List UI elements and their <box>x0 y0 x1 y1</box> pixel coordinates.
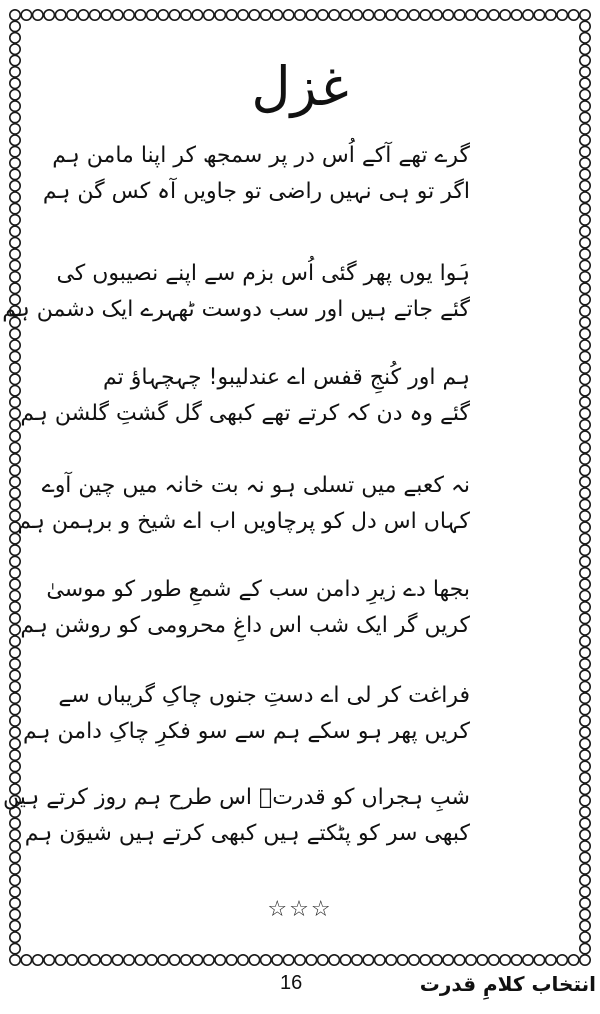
verse-line: شبِ ہجراں کو قدرتؔ اس طرح ہم روز کرتے ہیں <box>2 785 470 810</box>
chain-ring <box>158 10 168 20</box>
chain-ring <box>10 556 20 566</box>
chain-ring <box>580 386 590 396</box>
chain-ring <box>409 955 419 965</box>
chain-ring <box>10 192 20 202</box>
chain-ring <box>10 158 20 168</box>
chain-ring <box>10 443 20 453</box>
chain-ring <box>511 10 521 20</box>
chain-ring <box>580 488 590 498</box>
chain-ring <box>10 955 20 965</box>
chain-ring <box>10 943 20 953</box>
chain-ring <box>306 955 316 965</box>
stanza <box>2 256 470 328</box>
chain-ring <box>580 841 590 851</box>
chain-ring <box>10 454 20 464</box>
chain-ring <box>181 955 191 965</box>
chain-ring <box>295 10 305 20</box>
chain-ring <box>443 10 453 20</box>
chain-ring <box>10 431 20 441</box>
chain-ring <box>10 33 20 43</box>
chain-ring <box>158 955 168 965</box>
chain-ring <box>10 682 20 692</box>
chain-ring <box>580 294 590 304</box>
chain-ring <box>580 465 590 475</box>
chain-ring <box>580 887 590 897</box>
chain-ring <box>580 830 590 840</box>
chain-ring <box>10 693 20 703</box>
chain-ring <box>10 374 20 384</box>
verse-line: نہ کعبے میں تسلی ہو نہ بت خانہ میں چین آوے <box>41 473 470 498</box>
chain-ring <box>352 955 362 965</box>
chain-ring <box>534 955 544 965</box>
chain-ring <box>580 146 590 156</box>
chain-ring <box>44 10 54 20</box>
chain-ring <box>329 10 339 20</box>
chain-ring <box>10 864 20 874</box>
chain-ring <box>420 955 430 965</box>
chain-ring <box>580 363 590 373</box>
chain-ring <box>10 841 20 851</box>
chain-ring <box>10 761 20 771</box>
chain-ring <box>10 203 20 213</box>
chain-ring <box>489 955 499 965</box>
chain-ring <box>10 397 20 407</box>
chain-ring <box>147 10 157 20</box>
chain-ring <box>580 591 590 601</box>
chain-ring <box>10 636 20 646</box>
chain-ring <box>10 591 20 601</box>
verse-line: اگر تو ہی نہیں راضی تو جاویں آہ کس گن ہم <box>42 179 470 204</box>
chain-ring <box>580 693 590 703</box>
stanza <box>23 678 470 750</box>
chain-ring <box>580 21 590 31</box>
chain-ring <box>204 955 214 965</box>
chain-ring <box>10 818 20 828</box>
chain-ring <box>10 739 20 749</box>
chain-ring <box>580 534 590 544</box>
chain-ring <box>238 955 248 965</box>
chain-ring <box>546 10 556 20</box>
chain-ring <box>546 955 556 965</box>
chain-ring <box>580 374 590 384</box>
chain-ring <box>477 955 487 965</box>
verse-line: ہم اور کُنجِ قفس اے عندلیبو! چہچہاؤ تم <box>102 365 470 390</box>
chain-ring <box>580 921 590 931</box>
chain-ring <box>192 955 202 965</box>
chain-ring <box>580 670 590 680</box>
chain-ring <box>10 146 20 156</box>
chain-ring <box>272 10 282 20</box>
chain-ring <box>10 340 20 350</box>
chain-ring <box>580 317 590 327</box>
chain-ring <box>112 955 122 965</box>
chain-ring <box>329 955 339 965</box>
chain-ring <box>10 750 20 760</box>
chain-ring <box>580 215 590 225</box>
chain-ring <box>10 579 20 589</box>
chain-ring <box>580 135 590 145</box>
chain-ring <box>580 477 590 487</box>
chain-ring <box>21 10 31 20</box>
chain-ring <box>580 818 590 828</box>
chain-ring <box>432 955 442 965</box>
chain-ring <box>568 955 578 965</box>
chain-ring <box>21 955 31 965</box>
chain-ring <box>10 647 20 657</box>
chain-ring <box>580 682 590 692</box>
chain-ring <box>295 955 305 965</box>
chain-ring <box>580 397 590 407</box>
chain-ring <box>386 10 396 20</box>
chain-ring <box>306 10 316 20</box>
chain-ring <box>580 272 590 282</box>
chain-ring <box>580 340 590 350</box>
stanza <box>20 360 470 432</box>
chain-ring <box>580 613 590 623</box>
chain-ring <box>318 10 328 20</box>
chain-ring <box>90 955 100 965</box>
chain-ring <box>580 602 590 612</box>
chain-ring <box>135 955 145 965</box>
chain-ring <box>580 932 590 942</box>
chain-ring <box>215 955 225 965</box>
chain-ring <box>10 852 20 862</box>
chain-ring <box>580 864 590 874</box>
chain-ring <box>580 750 590 760</box>
chain-ring <box>10 272 20 282</box>
chain-ring <box>580 454 590 464</box>
chain-ring <box>78 10 88 20</box>
chain-ring <box>10 215 20 225</box>
chain-ring <box>580 499 590 509</box>
chain-ring <box>10 602 20 612</box>
chain-ring <box>523 955 533 965</box>
chain-ring <box>557 955 567 965</box>
chain-ring <box>10 932 20 942</box>
chain-ring <box>580 875 590 885</box>
page-number: 16 <box>280 972 303 994</box>
chain-ring <box>90 10 100 20</box>
chain-ring <box>10 716 20 726</box>
chain-ring <box>580 124 590 134</box>
chain-ring <box>511 955 521 965</box>
verse-line: کبھی سر کو پٹکتے ہیں کبھی کرتے ہیں شیوَن ہم <box>24 821 470 846</box>
chain-ring <box>580 203 590 213</box>
chain-ring <box>523 10 533 20</box>
chain-ring <box>10 670 20 680</box>
verse-line: ہَوا یوں پھر گئی اُس بزم سے اپنے نصیبوں کی <box>56 261 470 286</box>
chain-ring <box>397 10 407 20</box>
chain-ring <box>33 955 43 965</box>
chain-ring <box>10 727 20 737</box>
chain-ring <box>534 10 544 20</box>
chain-ring <box>454 955 464 965</box>
chain-ring <box>580 716 590 726</box>
chain-ring <box>580 33 590 43</box>
verse-line: کریں گر ایک شب اس داغِ محرومی کو روشن ہم <box>20 613 470 638</box>
chain-ring <box>580 283 590 293</box>
chain-ring <box>10 613 20 623</box>
chain-ring <box>580 807 590 817</box>
chain-ring <box>10 124 20 134</box>
chain-ring <box>340 10 350 20</box>
chain-ring <box>466 955 476 965</box>
chain-ring <box>10 249 20 259</box>
chain-ring <box>580 795 590 805</box>
chain-ring <box>10 135 20 145</box>
chain-ring <box>580 545 590 555</box>
chain-ring <box>580 739 590 749</box>
stanza <box>17 468 470 540</box>
chain-ring <box>10 477 20 487</box>
chain-ring <box>249 955 259 965</box>
chain-ring <box>580 260 590 270</box>
verse-line: گئے جاتے ہیں اور سب دوست ٹھہرے ایک دشمن ہم <box>2 297 470 322</box>
chain-ring <box>580 329 590 339</box>
chain-ring <box>318 955 328 965</box>
chain-ring <box>33 10 43 20</box>
chain-ring <box>10 704 20 714</box>
chain-ring <box>249 10 259 20</box>
chain-ring <box>580 522 590 532</box>
chain-ring <box>192 10 202 20</box>
chain-ring <box>420 10 430 20</box>
poem-title: غزل <box>251 55 349 118</box>
chain-ring <box>10 921 20 931</box>
chain-ring <box>226 10 236 20</box>
chain-ring <box>181 10 191 20</box>
verse-line: کہاں اس دل کو پرچاویں اب اے شیخ و برہمن ہم <box>17 509 470 534</box>
chain-ring <box>215 10 225 20</box>
chain-ring <box>489 10 499 20</box>
chain-ring <box>500 10 510 20</box>
chain-ring <box>580 727 590 737</box>
chain-ring <box>10 21 20 31</box>
chain-ring <box>580 192 590 202</box>
chain-ring <box>580 568 590 578</box>
chain-ring <box>580 579 590 589</box>
chain-ring <box>261 955 271 965</box>
chain-ring <box>580 647 590 657</box>
chain-ring <box>580 511 590 521</box>
chain-ring <box>10 465 20 475</box>
chain-ring <box>283 10 293 20</box>
chain-ring <box>352 10 362 20</box>
chain-ring <box>580 158 590 168</box>
chain-ring <box>10 238 20 248</box>
chain-ring <box>363 10 373 20</box>
chain-ring <box>580 420 590 430</box>
chain-ring <box>580 773 590 783</box>
chain-ring <box>466 10 476 20</box>
chain-ring <box>272 955 282 965</box>
chain-ring <box>169 10 179 20</box>
chain-ring <box>580 306 590 316</box>
chain-ring <box>238 10 248 20</box>
chain-ring <box>454 10 464 20</box>
chain-ring <box>568 10 578 20</box>
chain-ring <box>580 249 590 259</box>
chain-ring <box>580 955 590 965</box>
chain-ring <box>580 784 590 794</box>
chain-ring <box>10 625 20 635</box>
chain-ring <box>386 955 396 965</box>
chain-ring <box>580 181 590 191</box>
chain-ring <box>580 761 590 771</box>
chain-ring <box>55 955 65 965</box>
chain-ring <box>55 10 65 20</box>
chain-ring <box>10 329 20 339</box>
chain-ring <box>580 443 590 453</box>
chain-ring <box>375 10 385 20</box>
stanza <box>2 780 470 852</box>
chain-ring <box>10 351 20 361</box>
chain-ring <box>10 420 20 430</box>
chain-ring <box>10 568 20 578</box>
chain-ring <box>67 955 77 965</box>
verse-line: کریں پھر ہو سکے ہم سے سو فکرِ چاکِ دامن ہم <box>23 719 470 744</box>
chain-ring <box>580 943 590 953</box>
chain-ring <box>10 488 20 498</box>
verse-line: گئے وہ دن کہ کرتے تھے کبھی گل گشتِ گلشن ہم <box>20 401 470 426</box>
chain-ring <box>10 545 20 555</box>
chain-ring <box>580 659 590 669</box>
chain-ring <box>397 955 407 965</box>
chain-ring <box>226 955 236 965</box>
chain-ring <box>10 659 20 669</box>
chain-ring <box>10 386 20 396</box>
chain-ring <box>101 10 111 20</box>
chain-ring <box>580 226 590 236</box>
chain-ring <box>580 431 590 441</box>
chain-ring <box>10 260 20 270</box>
chain-ring <box>10 363 20 373</box>
verse-line: گرے تھے آکے اُس در پر سمجھ کر اپنا مامن ہم <box>52 143 470 168</box>
chain-ring <box>10 887 20 897</box>
stanza <box>20 572 470 644</box>
chain-ring <box>340 955 350 965</box>
chain-ring <box>432 10 442 20</box>
chain-ring <box>580 238 590 248</box>
chain-ring <box>580 636 590 646</box>
chain-ring <box>375 955 385 965</box>
chain-ring <box>283 955 293 965</box>
chain-ring <box>78 955 88 965</box>
chain-ring <box>580 556 590 566</box>
chain-ring <box>10 875 20 885</box>
chain-ring <box>44 955 54 965</box>
chain-ring <box>580 625 590 635</box>
chain-ring <box>112 10 122 20</box>
chain-ring <box>10 226 20 236</box>
chain-ring <box>261 10 271 20</box>
chain-ring <box>10 408 20 418</box>
chain-ring <box>557 10 567 20</box>
chain-ring <box>169 955 179 965</box>
chain-ring <box>443 955 453 965</box>
chain-ring <box>67 10 77 20</box>
chain-ring <box>580 10 590 20</box>
chain-ring <box>477 10 487 20</box>
verse-line: فراغت کر لی اے دستِ جنوں چاکِ گریباں سے <box>58 683 470 708</box>
chain-ring <box>580 852 590 862</box>
chain-ring <box>580 169 590 179</box>
chain-ring <box>409 10 419 20</box>
chain-ring <box>580 408 590 418</box>
chain-ring <box>500 955 510 965</box>
chain-ring <box>135 10 145 20</box>
chain-ring <box>580 704 590 714</box>
chain-ring <box>10 181 20 191</box>
chain-ring <box>204 10 214 20</box>
chain-ring <box>10 830 20 840</box>
chain-ring <box>580 351 590 361</box>
footer-book-title: انتخاب کلامِ قدرت <box>419 972 596 996</box>
stanza <box>42 138 470 210</box>
chain-ring <box>363 955 373 965</box>
chain-ring <box>10 169 20 179</box>
chain-ring <box>124 10 134 20</box>
section-separator-stars: ☆☆☆ <box>267 897 333 922</box>
verse-line: بجھا دے زیرِ دامن سب کے شمعِ طور کو موسیٰ <box>46 577 470 602</box>
chain-ring <box>101 955 111 965</box>
chain-ring <box>124 955 134 965</box>
chain-ring <box>147 955 157 965</box>
chain-ring <box>10 10 20 20</box>
